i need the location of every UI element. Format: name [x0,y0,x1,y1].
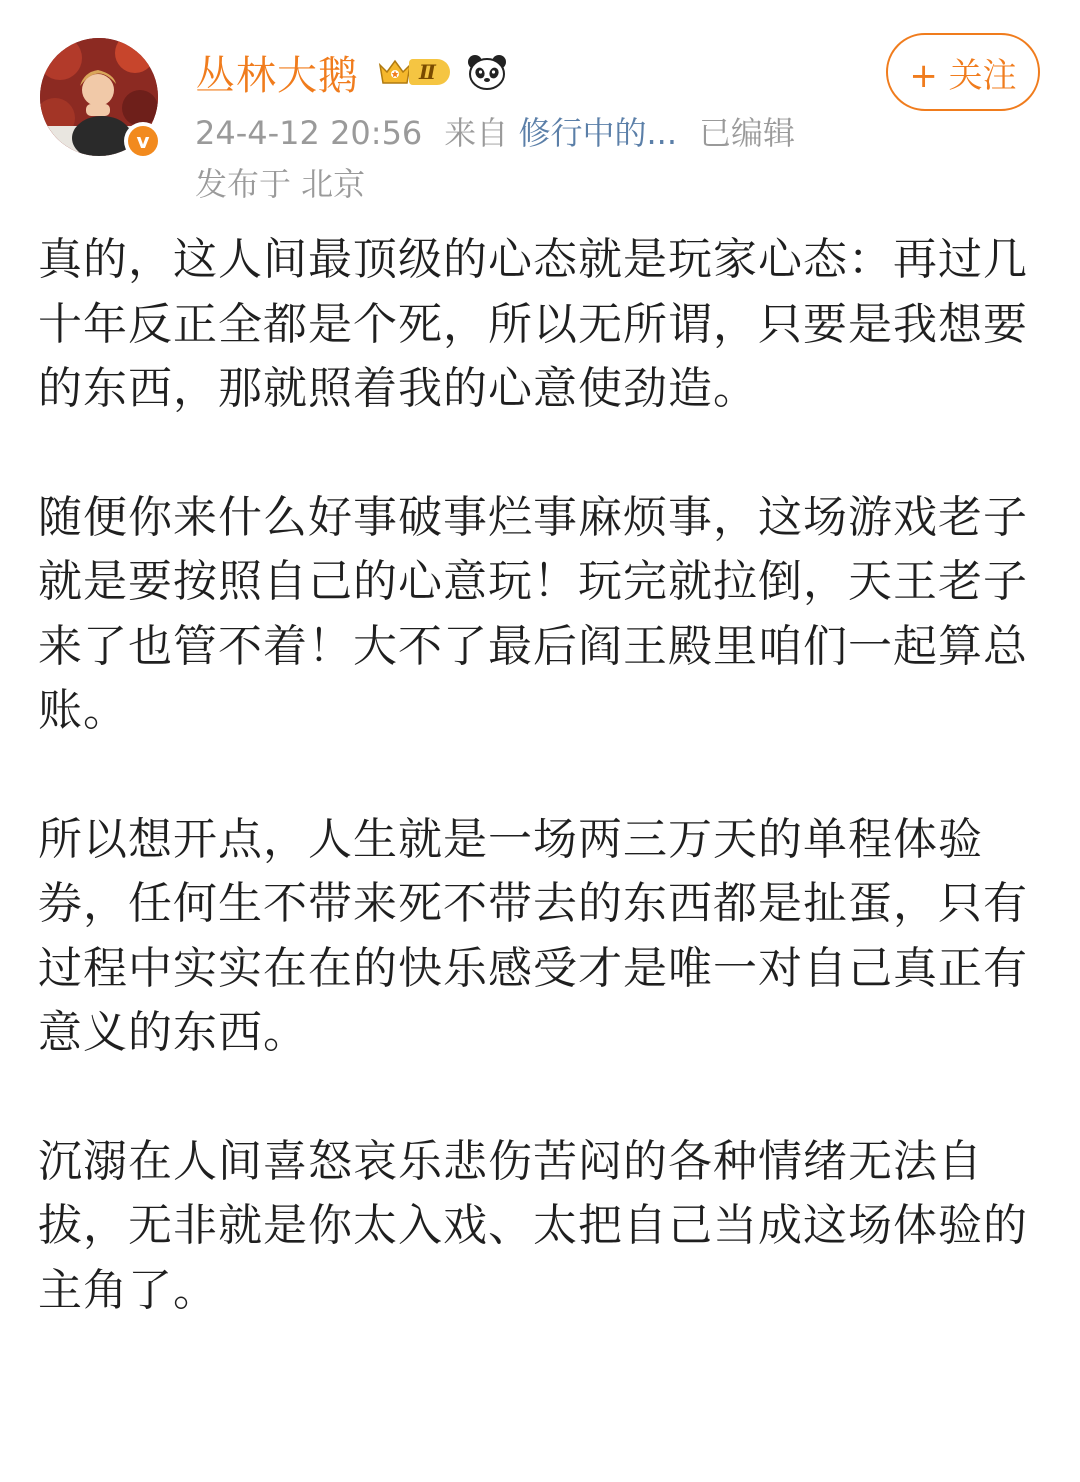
post-meta [195,111,795,155]
source-link[interactable]: 修行中的... [518,114,677,152]
verified-badge-icon [124,122,162,160]
post-paragraph: 随便你来什么好事破事烂事麻烦事，这场游戏老子就是要按照自己的心意玩！玩完就拉倒，天王老子来了也管不着！大不了最后阎王殿里咱们一起算总账。 [38,491,1028,736]
post-paragraph: 沉溺在人间喜怒哀乐悲伤苦闷的各种情绪无法自拔，无非就是你太入戏、太把自己当成这场体验的主角了。 [38,1135,1028,1316]
vip-badge[interactable] [377,57,450,87]
verified-mark: v [128,126,158,156]
follow-button[interactable]: + 关注 [886,33,1040,111]
source-prefix: 来自 [444,114,509,152]
user-name[interactable]: 丛林大鹅 [195,52,359,99]
post-timestamp: 24-4-12 20:56 [195,114,423,152]
avatar-container[interactable] [40,38,158,156]
post-paragraph: 所以想开点，人生就是一场两三万天的单程体验券，任何生不带来死不带去的东西都是扯蛋，只有过程中实实在在的快乐感受才是唯一对自己真正有意义的东西。 [38,813,1028,1058]
author-name-row [195,44,508,100]
vip-level: Ⅱ [409,59,450,85]
post-body [38,228,1048,1387]
crown-icon [377,57,413,87]
post-header [0,0,1080,220]
edited-label[interactable]: 已编辑 [699,114,796,152]
post-paragraph: 真的，这人间最顶级的心态就是玩家心态：再过几十年反正全都是个死，所以无所谓，只要是我想要的东西，那就照着我的心意使劲造。 [38,234,1028,414]
post-location: 发布于 北京 [195,165,366,203]
panda-icon [466,53,508,91]
